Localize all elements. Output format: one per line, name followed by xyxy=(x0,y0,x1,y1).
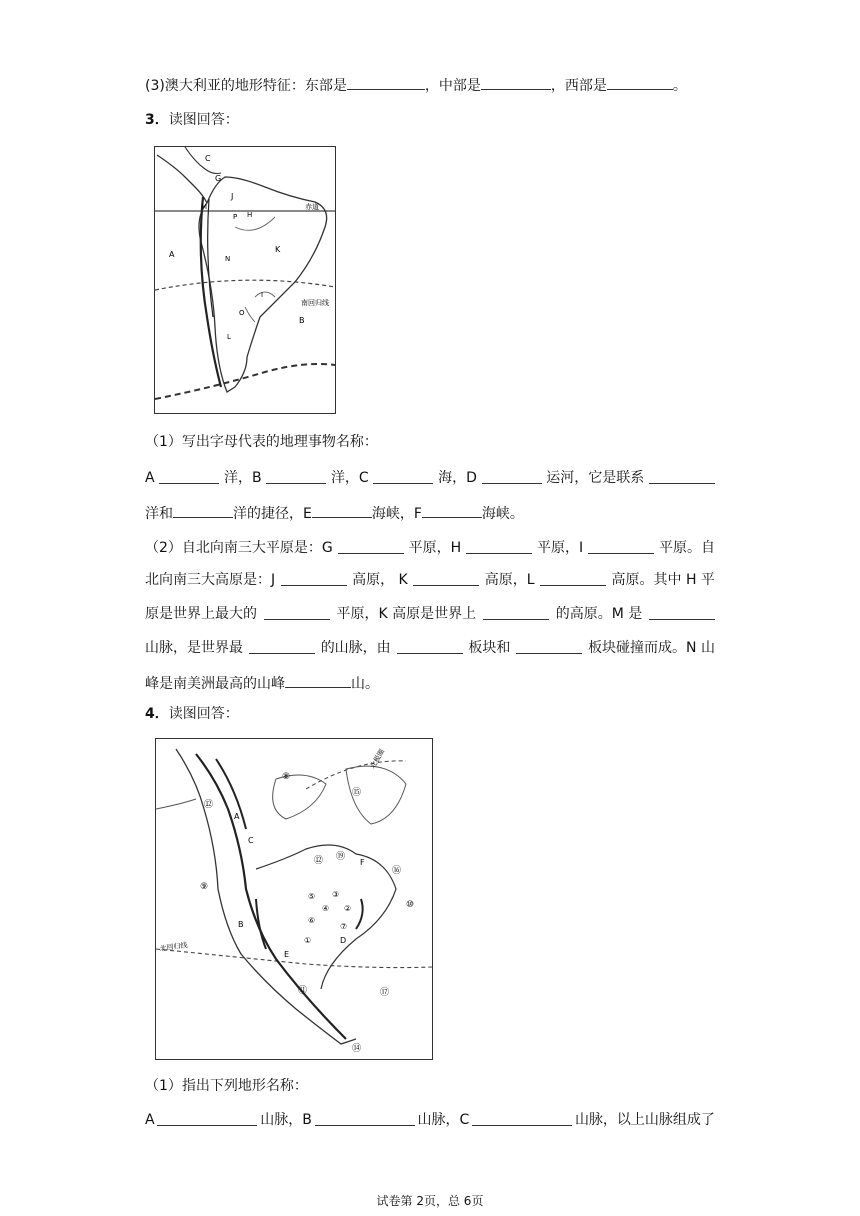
answer-blank[interactable] xyxy=(413,570,479,586)
answer-blank[interactable] xyxy=(588,538,654,554)
map-label-equator: 赤道 xyxy=(305,203,319,211)
map-label-n15: ⑮ xyxy=(352,788,362,798)
answer-blank[interactable] xyxy=(397,638,463,654)
map-label-c: C xyxy=(205,154,211,163)
map-label-n14: ⑭ xyxy=(352,1044,362,1054)
map-label-b: B xyxy=(299,316,305,325)
map-label-e: E xyxy=(284,950,290,959)
map-label-i: I xyxy=(261,291,264,299)
map-label-a: A xyxy=(169,250,175,259)
south-america-map-drawing xyxy=(155,147,335,413)
answer-blank[interactable] xyxy=(264,604,330,620)
map-label-l: L xyxy=(227,333,231,341)
answer-blank[interactable] xyxy=(483,604,549,620)
map-label-n9: ⑨ xyxy=(200,882,209,892)
answer-blank[interactable] xyxy=(249,638,315,654)
map-label-n: N xyxy=(225,255,231,263)
map-label-n16: ⑯ xyxy=(392,866,402,876)
answer-blank[interactable] xyxy=(482,468,542,484)
map-label-p: P xyxy=(233,213,238,221)
answer-blank[interactable] xyxy=(607,74,673,90)
answer-blank[interactable] xyxy=(285,672,351,688)
map-label-n6: ⑥ xyxy=(308,916,316,925)
south-america-map xyxy=(154,146,336,414)
map-label-n5: ⑤ xyxy=(308,892,316,901)
map-label-g: G xyxy=(215,174,222,183)
map-label-f: F xyxy=(360,858,365,867)
answer-blank[interactable] xyxy=(649,604,715,620)
map-label-n10: ⑩ xyxy=(406,900,415,910)
map-label-n4: ④ xyxy=(322,904,330,913)
answer-blank[interactable] xyxy=(338,538,404,554)
answer-blank[interactable] xyxy=(481,74,551,90)
q4-part1-line1: A 山脉，B 山脉，C 山脉，以上山脉组成了 xyxy=(145,1112,715,1128)
map-label-n17: ⑰ xyxy=(380,988,390,998)
map-label-m: M xyxy=(201,203,208,211)
map-label-n2: ② xyxy=(344,904,352,913)
answer-blank[interactable] xyxy=(157,1110,257,1126)
map-label-arctic: 北极圈 xyxy=(368,747,387,770)
map-label-d: D xyxy=(340,936,347,945)
map-label-n8: ⑧ xyxy=(282,772,291,782)
answer-blank[interactable] xyxy=(266,468,326,484)
map-label-k: K xyxy=(275,245,281,254)
map-label-tropic: 南回归线 xyxy=(301,299,329,307)
q3-part2-line2: 北向南三大高原是：J 高原， K 高原，L 高原。其中 H 平 xyxy=(145,572,715,588)
answer-blank[interactable] xyxy=(281,570,347,586)
answer-blank[interactable] xyxy=(373,468,433,484)
map-label-o: O xyxy=(239,309,245,317)
answer-blank[interactable] xyxy=(516,638,582,654)
map-label-n12b: ⑫ xyxy=(314,856,324,866)
map-label-n3: ③ xyxy=(332,890,340,899)
q3-part1-title: （1）写出字母代表的地理事物名称： xyxy=(145,434,378,450)
answer-blank[interactable] xyxy=(347,74,425,90)
q4-heading: 4．读图回答： xyxy=(145,706,239,722)
q2-part3-line: (3)澳大利亚的地形特征：东部是 ，中部是 ，西部是 。 xyxy=(145,74,687,96)
north-america-map-drawing xyxy=(156,739,432,1059)
map-label-c: C xyxy=(248,836,254,845)
map-label-tropic: 北回归线 xyxy=(159,941,189,953)
map-label-n7: ⑦ xyxy=(340,922,348,931)
map-label-j: J xyxy=(231,192,234,201)
answer-blank[interactable] xyxy=(315,1110,415,1126)
map-label-b: B xyxy=(238,920,244,929)
map-label-n11: ⑪ xyxy=(298,986,308,996)
answer-blank[interactable] xyxy=(649,468,715,484)
answer-blank[interactable] xyxy=(540,570,606,586)
map-label-n1: ① xyxy=(304,936,312,945)
q3-part2-line4: 山脉，是世界最 的山脉，由 板块和 板块碰撞而成。N 山 xyxy=(145,640,715,656)
page-footer: 试卷第 2页，总 6页 xyxy=(376,1194,484,1208)
answer-blank[interactable] xyxy=(422,502,482,518)
q3-part2-line1: （2）自北向南三大平原是：G 平原，H 平原，I 平原。自 xyxy=(145,540,715,556)
q3-part1-line2: 洋和 洋的捷径，E 海峡，F 海峡。 xyxy=(145,502,524,524)
map-label-a: A xyxy=(234,812,240,821)
answer-blank[interactable] xyxy=(312,502,372,518)
q4-part1-title: （1）指出下列地形名称： xyxy=(145,1078,308,1094)
q3-part1-line1: A 洋，B 洋，C 海，D 运河，它是联系 xyxy=(145,468,715,488)
map-label-n12: ⑫ xyxy=(204,800,214,810)
map-label-n19: ⑲ xyxy=(336,852,346,862)
answer-blank[interactable] xyxy=(173,502,233,518)
q3-heading: 3．读图回答： xyxy=(145,112,239,128)
north-america-map xyxy=(155,738,433,1060)
q3-part2-line5: 峰是南美洲最高的山峰 山。 xyxy=(145,672,379,694)
map-label-h: H xyxy=(247,211,253,219)
answer-blank[interactable] xyxy=(466,538,532,554)
answer-blank[interactable] xyxy=(472,1110,572,1126)
answer-blank[interactable] xyxy=(159,468,219,484)
q3-part2-line3: 原是世界上最大的 平原，K 高原是世界上 的高原。M 是 xyxy=(145,604,715,624)
